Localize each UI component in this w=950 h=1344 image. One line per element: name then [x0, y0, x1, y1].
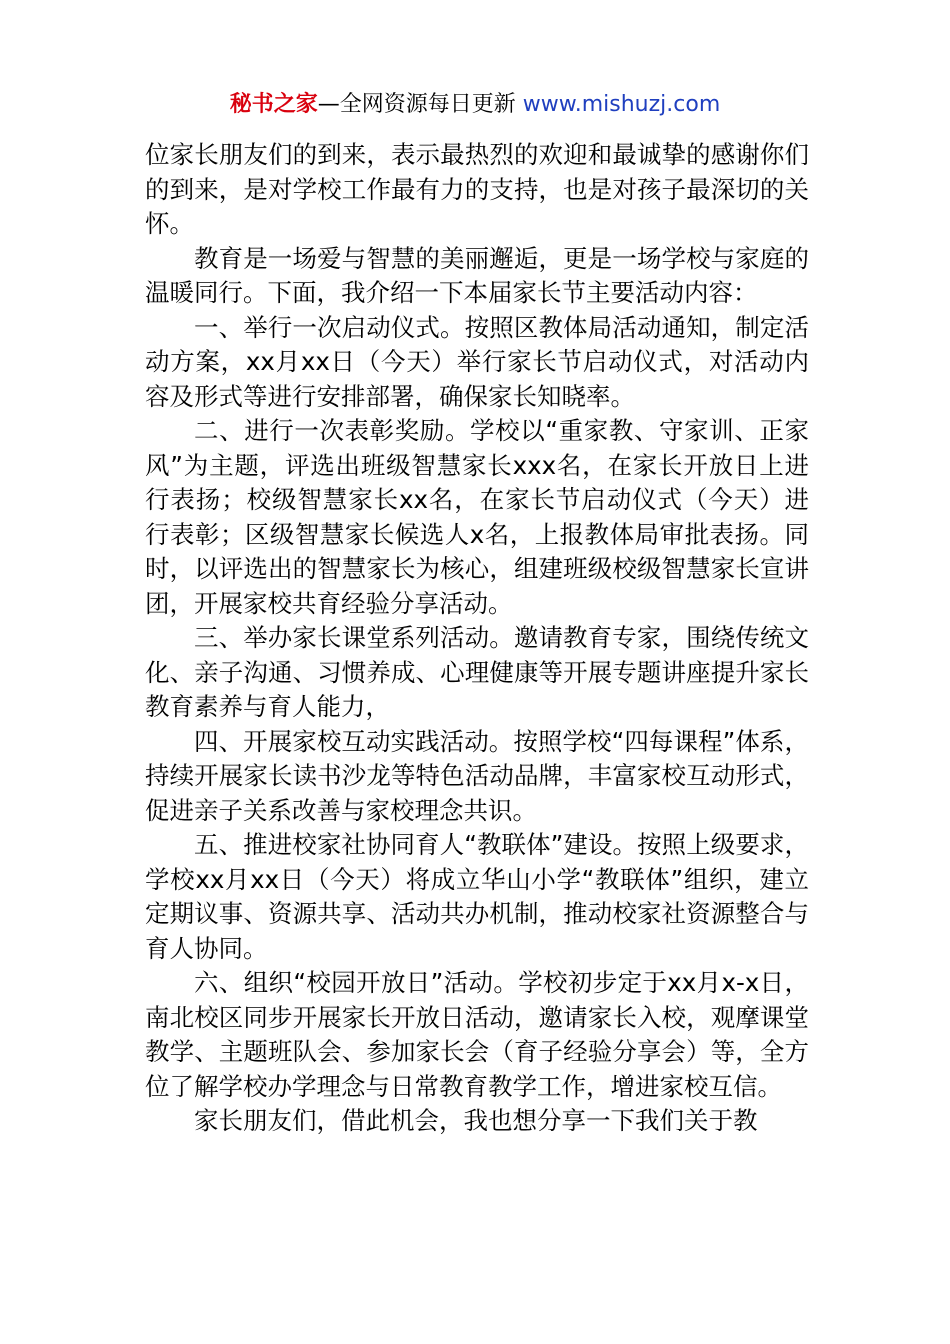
- header-url-link[interactable]: www.mishuzj.com: [522, 92, 721, 117]
- paragraph-item-3: 三、举办家长课堂系列活动。邀请教育专家，围绕传统文化、亲子沟通、习惯养成、心理健康等开展专题讲座提升家长教育素养与育人能力，: [145, 623, 809, 721]
- paragraph-continuation: 位家长朋友们的到来，表示最热烈的欢迎和最诚挚的感谢你们的到来，是对学校工作最有力的支持，也是对孩子最深切的关怀。: [145, 140, 809, 238]
- paragraph-item-5: 五、推进校家社协同育人“教联体”建设。按照上级要求，学校xx月xx日（今天）将成立华山小学“教联体”组织，建立定期议事、资源共享、活动共办机制，推动校家社资源整合与育人协同。: [145, 830, 809, 963]
- paragraph-intro: 教育是一场爱与智慧的美丽邂逅，更是一场学校与家庭的温暖同行。下面，我介绍一下本届家长节主要活动内容：: [145, 243, 809, 307]
- document-body: [145, 138, 809, 1139]
- paragraph-item-6: 六、组织“校园开放日”活动。学校初步定于xx月x-x日，南北校区同步开展家长开放日活动，邀请家长入校，观摩课堂教学、主题班队会、参加家长会（育子经验分享会）等，全方位了解学校办学理念与日常教育教学工作，增进家校互信。: [145, 968, 809, 1101]
- paragraph-item-2: 二、进行一次表彰奖励。学校以“重家教、守家训、正家风”为主题，评选出班级智慧家长xxx名，在家长开放日上进行表扬；校级智慧家长xx名，在家长节启动仪式（今天）进行表彰；区级智慧家长候选人x名，上报教体局审批表扬。同时，以评选出的智慧家长为核心，组建班级校级智慧家长宣讲团，开展家校共育经验分享活动。: [145, 416, 809, 618]
- paragraph-closing: 家长朋友们，借此机会，我也想分享一下我们关于教: [194, 1106, 758, 1135]
- header-tagline: —全网资源每日更新: [317, 92, 523, 117]
- header-brand: 秘书之家: [229, 92, 318, 117]
- page-header: [0, 88, 950, 122]
- paragraph-item-4: 四、开展家校互动实践活动。按照学校“四每课程”体系，持续开展家长读书沙龙等特色活动品牌，丰富家校互动形式，促进亲子关系改善与家校理念共识。: [145, 726, 809, 825]
- paragraph-item-1: 一、举行一次启动仪式。按照区教体局活动通知，制定活动方案，xx月xx日（今天）举行家长节启动仪式，对活动内容及形式等进行安排部署，确保家长知晓率。: [145, 312, 809, 411]
